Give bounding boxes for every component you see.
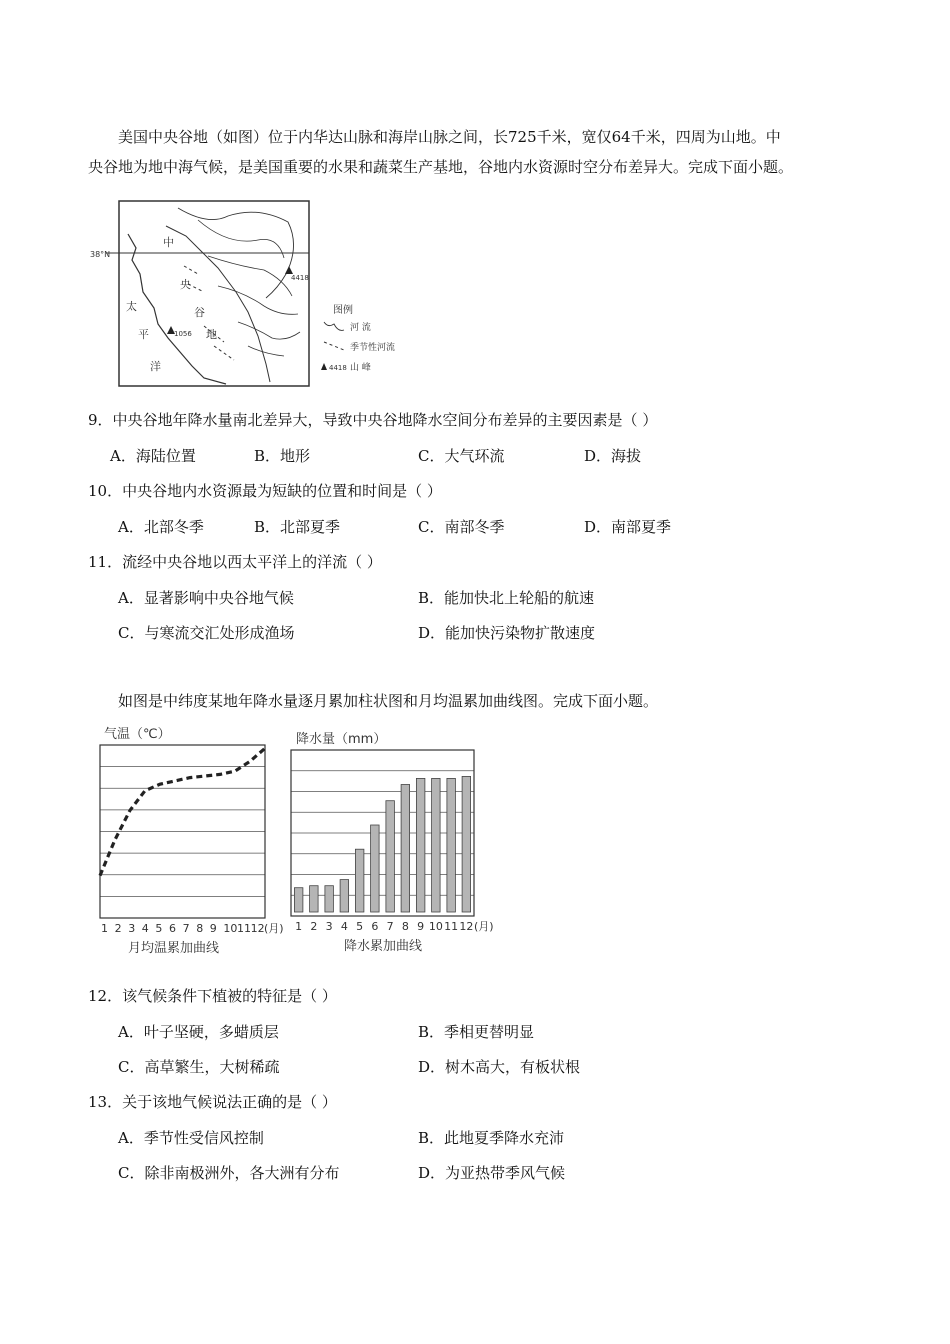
- ocean-char-2: 平: [138, 328, 149, 341]
- intro-paragraph-2: 如图是中纬度某地年降水量逐月累加柱状图和月均温累加曲线图。完成下面小题。: [118, 692, 659, 710]
- temp-x-tick: 12: [250, 922, 265, 935]
- temp-curve: [100, 748, 265, 875]
- legend-seasonal: 季节性河流: [350, 343, 396, 353]
- precip-x-tick: 1: [295, 920, 303, 933]
- temperature-chart: [100, 727, 284, 956]
- map-char-4: 地: [206, 328, 217, 341]
- seasonal-river-legend-icon: [324, 342, 344, 350]
- precip-xlabel: 降水累加曲线: [344, 939, 423, 954]
- intro-line-1: 美国中央谷地（如图）位于内华达山脉和海岸山脉之间，长725千米，宽仅64千米，四周为山地。中: [118, 128, 781, 146]
- precip-x-tick: 12: [459, 920, 474, 933]
- q12-option-a[interactable]: A．叶子坚硬，多蜡质层: [118, 1023, 279, 1041]
- temp-x-tick: 5: [155, 922, 163, 935]
- question-13: 13．关于该地气候说法正确的是（ ）: [88, 1093, 337, 1111]
- ocean-char-3: 洋: [150, 360, 161, 373]
- temp-x-tick: 9: [209, 922, 217, 935]
- q10-option-a[interactable]: A．北部冬季: [118, 518, 204, 536]
- temp-x-tick: 3: [128, 922, 136, 935]
- intro-paragraph-1: [88, 122, 878, 182]
- precip-bar: [310, 886, 319, 912]
- q12-option-b[interactable]: B．季相更替明显: [418, 1023, 535, 1041]
- precip-bar: [355, 849, 364, 912]
- question-9: 9．中央谷地年降水量南北差异大，导致中央谷地降水空间分布差异的主要因素是（ ）: [88, 411, 658, 429]
- peak-1-label: 4418: [291, 274, 309, 282]
- temp-x-tick: 4: [141, 922, 149, 935]
- legend-peak: 山 峰: [350, 363, 371, 373]
- question-11: 11．流经中央谷地以西太平洋上的洋流（ ）: [88, 553, 382, 571]
- legend-peak-value: 4418: [329, 364, 347, 372]
- temp-x-tick: 8: [196, 922, 204, 935]
- precip-x-tick: 2: [310, 920, 318, 933]
- precip-bar: [294, 888, 303, 912]
- river-legend-icon: [324, 322, 344, 330]
- intro-line-2: 央谷地为地中海气候，是美国重要的水果和蔬菜生产基地，谷地内水资源时空分布差异大。完成下面小题。: [88, 158, 794, 176]
- precip-ylabel: 降水量（mm）: [296, 732, 387, 747]
- q12-option-c[interactable]: C．高草繁生，大树稀疏: [118, 1058, 280, 1076]
- q9-option-d[interactable]: D．海拔: [584, 447, 642, 465]
- map-legend: [321, 303, 395, 373]
- climate-charts: [88, 722, 508, 962]
- ocean-char-1: 太: [126, 300, 137, 313]
- precip-bar: [386, 801, 395, 912]
- map-char-1: 中: [163, 236, 174, 249]
- precip-bar: [401, 785, 410, 913]
- temp-ylabel: 气温（℃）: [104, 727, 171, 742]
- q10-option-c[interactable]: C．南部冬季: [418, 518, 505, 536]
- temp-x-tick: 11: [237, 922, 251, 935]
- q12-option-d[interactable]: D．树木高大，有板状根: [418, 1058, 581, 1076]
- q11-option-c[interactable]: C．与寒流交汇处形成渔场: [118, 624, 295, 642]
- legend-river: 河 流: [350, 323, 371, 333]
- q10-option-d[interactable]: D．南部夏季: [584, 518, 672, 536]
- temp-xlabel: 月均温累加曲线: [128, 941, 220, 956]
- temp-x-tick: 10: [223, 922, 238, 935]
- question-12: 12．该气候条件下植被的特征是（ ）: [88, 987, 337, 1005]
- precip-x-unit: (月): [474, 920, 494, 933]
- question-10: 10．中央谷地内水资源最为短缺的位置和时间是（ ）: [88, 482, 442, 500]
- q13-option-a[interactable]: A．季节性受信风控制: [118, 1129, 264, 1147]
- precip-bar: [447, 778, 456, 912]
- precip-x-tick: 5: [356, 920, 364, 933]
- central-valley-map: [88, 196, 418, 392]
- legend-title: 图例: [333, 305, 353, 316]
- temp-x-tick: 6: [169, 922, 176, 935]
- precip-bar: [340, 880, 349, 912]
- q9-option-c[interactable]: C．大气环流: [418, 447, 505, 465]
- temp-x-tick: 1: [101, 922, 108, 935]
- precip-bar: [371, 825, 380, 912]
- precip-bar: [462, 776, 471, 912]
- q13-option-b[interactable]: B．此地夏季降水充沛: [418, 1129, 565, 1147]
- precip-x-tick: 4: [340, 920, 348, 933]
- map-char-3: 谷: [194, 306, 205, 319]
- q11-option-b[interactable]: B．能加快北上轮船的航速: [418, 589, 595, 607]
- q9-option-a[interactable]: A．海陆位置: [110, 447, 196, 465]
- q13-option-d[interactable]: D．为亚热带季风气候: [418, 1164, 566, 1182]
- precip-x-tick: 10: [428, 920, 443, 933]
- q10-option-b[interactable]: B．北部夏季: [254, 518, 341, 536]
- precip-x-tick: 8: [401, 920, 409, 933]
- temp-x-tick: 2: [114, 922, 122, 935]
- precip-bar: [432, 778, 441, 912]
- precip-bar: [325, 886, 334, 912]
- peak-legend-icon: [321, 363, 327, 370]
- q9-option-b[interactable]: B．地形: [254, 447, 311, 465]
- peak-2-label: 1056: [174, 330, 192, 338]
- precip-x-tick: 3: [325, 920, 333, 933]
- temp-x-tick: 7: [182, 922, 190, 935]
- q11-option-d[interactable]: D．能加快污染物扩散速度: [418, 624, 596, 642]
- latitude-label: 38°N: [90, 250, 111, 259]
- q11-option-a[interactable]: A．显著影响中央谷地气候: [118, 589, 294, 607]
- temp-x-unit: (月): [264, 922, 284, 935]
- precipitation-chart: [291, 731, 494, 954]
- precip-bar: [416, 778, 425, 912]
- map-char-2: 央: [180, 278, 191, 291]
- precip-x-tick: 11: [444, 920, 459, 933]
- precip-x-tick: 7: [386, 920, 394, 933]
- precip-x-tick: 9: [417, 920, 425, 933]
- precip-x-tick: 6: [371, 920, 379, 933]
- q13-option-c[interactable]: C．除非南极洲外，各大洲有分布: [118, 1164, 340, 1182]
